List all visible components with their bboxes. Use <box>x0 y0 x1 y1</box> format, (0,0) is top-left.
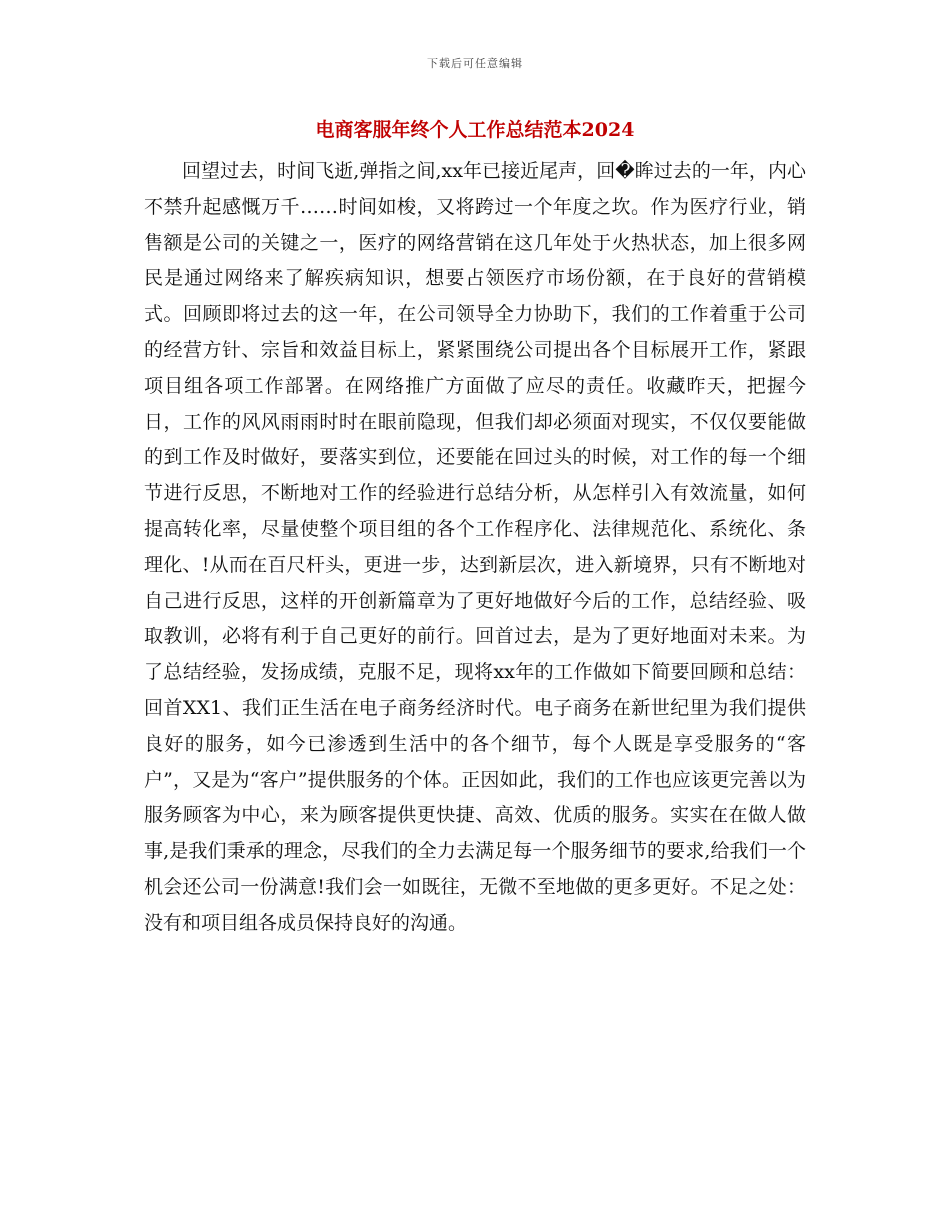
document-body-paragraph: 回望过去，时间飞逝,弹指之间,xx年已接近尾声，回�眸过去的一年，内心不禁升起感慨万千……时间如梭，又将跨过一个年度之坎。作为医疗行业，销售额是公司的关键之一，医疗的网络营销在这几年处于火热状态，加上很多网民是通过网络来了解疾病知识，想要占领医疗市场份额，在于良好的营销模式。回顾即将过去的这一年，在公司领导全力协助下，我们的工作着重于公司的经营方针、宗旨和效益目标上，紧紧围绕公司提出各个目标展开工作，紧跟项目组各项工作部署。在网络推广方面做了应尽的责任。收藏昨天，把握今日，工作的风风雨雨时时在眼前隐现，但我们却必须面对现实，不仅仅要能做的到工作及时做好，要落实到位，还要能在回过头的时候，对工作的每一个细节进行反思，不断地对工作的经验进行总结分析，从怎样引入有效流量，如何提高转化率，尽量使整个项目组的各个工作程序化、法律规范化、系统化、条理化、!从而在百尺杆头，更进一步，达到新层次，进入新境界，只有不断地对自己进行反思，这样的开创新篇章为了更好地做好今后的工作，总结经验、吸取教训，必将有利于自己更好的前行。回首过去，是为了更好地面对未来。为了总结经验，发扬成绩，克服不足，现将xx年的工作做如下简要回顾和总结：回首XX1、我们正生活在电子商务经济时代。电子商务在新世纪里为我们提供良好的服务，如今已渗透到生活中的各个细节，每个人既是享受服务的“客户”，又是为“客户”提供服务的个体。正因如此，我们的工作也应该更完善以为服务顾客为中心，来为顾客提供更快捷、高效、优质的服务。实实在在做人做事,是我们秉承的理念，尽我们的全力去满足每一个服务细节的要求,给我们一个机会还公司一份满意!我们会一如既往，无微不至地做的更多更好。不足之处：没有和项目组各成员保持良好的沟通。 <box>144 160 806 934</box>
document-title: 电商客服年终个人工作总结范本2024 <box>315 119 635 141</box>
page-header-note: 下载后可任意编辑 <box>427 57 523 70</box>
